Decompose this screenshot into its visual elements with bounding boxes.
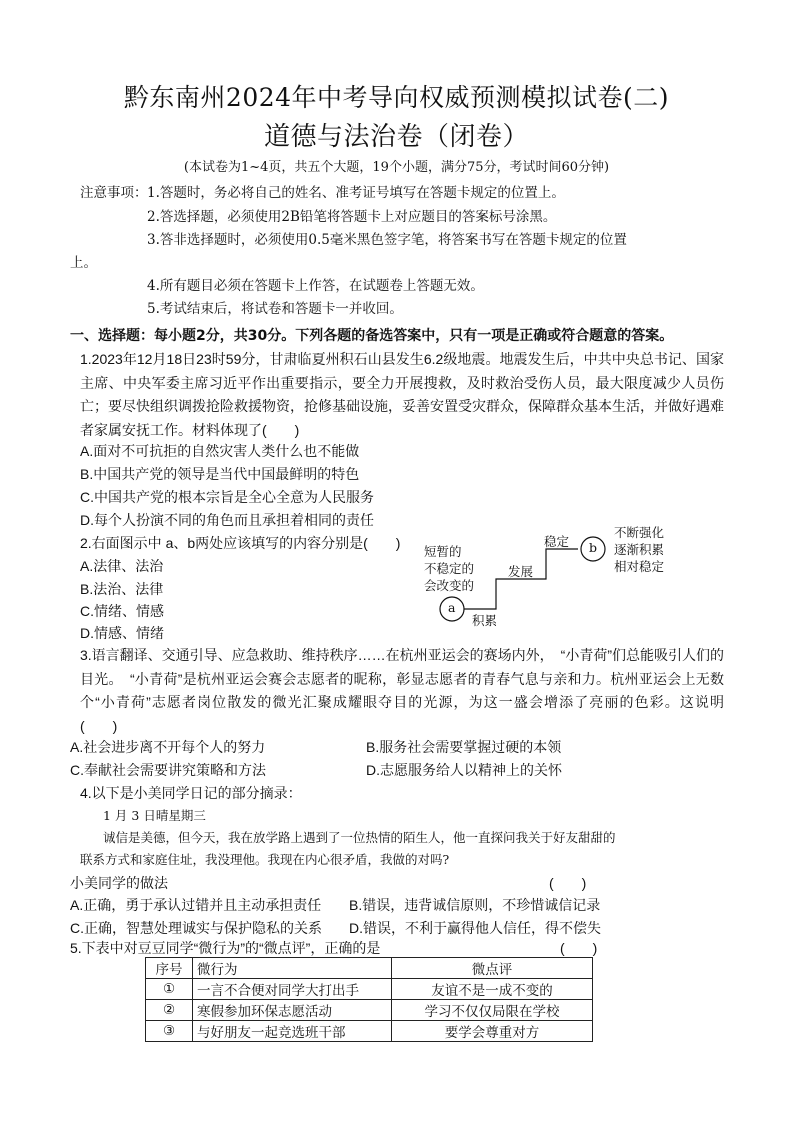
q4-option-d: D.错误，不利于赢得他人信任，得不偿失 bbox=[349, 920, 601, 936]
table-header: 序号 bbox=[146, 958, 193, 979]
q3-stem: 3.语言翻译、交通引导、应急救助、维持秩序……在杭州亚运会的赛场内外， “小青荷”们总能吸引人们的目光。 “小青荷”是杭州亚运会赛会志愿者的昵称，彰显志愿者的青春气息与亲和力。杭州亚运会上无数个“小青荷”志愿者岗位散发的微光汇聚成耀眼夺目的光源，为这一盛会增添了亮丽的色彩。这说明 ( ) bbox=[80, 647, 752, 734]
q5-stem: 5.下表中对豆豆同学“微行为”的“微点评”，正确的是 bbox=[70, 940, 381, 956]
q4-diary-date: 1 月 3 日晴星期三 bbox=[103, 808, 206, 823]
diagram-step-stable: 稳定 bbox=[544, 534, 570, 549]
note-1: 1.答题时，务必将自己的姓名、准考证号填写在答题卡规定的位置上。 bbox=[147, 185, 565, 201]
note-5: 5.考试结束后，将试卷和答题卡一并收回。 bbox=[147, 301, 403, 317]
exam-info: (本试卷为1~4页，共五个大题，19个小题，满分75分，考试时间60分钟) bbox=[183, 160, 610, 175]
q4-stem: 4.以下是小美同学日记的部分摘录： bbox=[80, 785, 302, 801]
note-4: 4.所有题目必须在答题卡上作答，在试题卷上答题无效。 bbox=[147, 278, 484, 294]
q1-option-b: B.中国共产党的领导是当代中国最鲜明的特色 bbox=[80, 466, 360, 482]
page-subtitle: 道德与法治卷（闭卷） bbox=[263, 122, 529, 152]
q2-option-c: C.情绪、情感 bbox=[80, 603, 164, 619]
q3-option-b: B.服务社会需要掌握过硬的本领 bbox=[366, 739, 562, 755]
q4-option-c: C.正确，智慧处理诚实与保护隐私的关系 bbox=[70, 920, 322, 936]
table-cell: 学习不仅仅局限在学校 bbox=[392, 1000, 593, 1021]
q3-option-d: D.志愿服务给人以精神上的关怀 bbox=[366, 762, 562, 778]
table-cell: ① bbox=[146, 979, 193, 1000]
table-row bbox=[146, 1021, 593, 1042]
diagram-node-b: b bbox=[589, 540, 598, 555]
table-header: 微行为 bbox=[193, 958, 392, 979]
q3-option-c: C.奉献社会需要讲究策略和方法 bbox=[70, 762, 266, 778]
micro-behavior-table bbox=[145, 957, 593, 1042]
q4-question: 小美同学的做法 bbox=[70, 875, 168, 891]
table-header-row bbox=[146, 958, 593, 979]
q1-option-d: D.每个人扮演不同的角色而且承担着相同的责任 bbox=[80, 512, 374, 528]
note-3-cont: 上。 bbox=[70, 255, 97, 271]
diagram-right-1: 不断强化 bbox=[614, 525, 665, 540]
table-header: 微点评 bbox=[392, 958, 593, 979]
table-cell: 要学会尊重对方 bbox=[392, 1021, 593, 1042]
diagram-left-2: 不稳定的 bbox=[424, 561, 475, 576]
diagram-left-1: 短暂的 bbox=[424, 544, 462, 559]
q5-answer-paren: ( ) bbox=[560, 940, 598, 956]
q2-stem: 2.右面图示中 a、b两处应该填写的内容分别是( ) bbox=[80, 535, 401, 551]
notes-label: 注意事项： bbox=[80, 185, 148, 201]
diagram-right-3: 相对稳定 bbox=[614, 559, 665, 574]
note-2: 2.答选择题，必须使用2B铅笔将答题卡上对应题目的答案标号涂黑。 bbox=[147, 209, 557, 225]
table-row bbox=[146, 1000, 593, 1021]
section-heading: 一、选择题：每小题2分，共30分。下列各题的备选答案中，只有一项是正确或符合题意的答案。 bbox=[70, 328, 674, 344]
table-row bbox=[146, 979, 593, 1000]
q4-diary-line-1: 诚信是美德，但今天，我在放学路上遇到了一位热情的陌生人，他一直探问我关于好友甜甜的 bbox=[103, 830, 616, 845]
q2-option-a: A.法律、法治 bbox=[80, 558, 164, 574]
diagram-node-a: a bbox=[448, 600, 456, 615]
q4-answer-paren: ( ) bbox=[549, 875, 587, 891]
diagram-step-develop: 发展 bbox=[508, 564, 534, 579]
page-title: 黔东南州2024年中考导向权威预测模拟试卷(二) bbox=[123, 83, 670, 112]
q4-diary-line-2: 联系方式和家庭住址，我没理他。我现在内心很矛盾，我做的对吗? bbox=[80, 852, 450, 867]
diagram-left-3: 会改变的 bbox=[424, 578, 475, 593]
diagram-right-2: 逐渐积累 bbox=[614, 542, 665, 557]
q3-option-a: A.社会进步离不开每个人的努力 bbox=[70, 739, 266, 755]
q2-option-d: D.情感、情绪 bbox=[80, 625, 164, 641]
q1-option-c: C.中国共产党的根本宗旨是全心全意为人民服务 bbox=[80, 489, 374, 505]
table-cell: 友谊不是一成不变的 bbox=[392, 979, 593, 1000]
table-cell: 寒假参加环保志愿活动 bbox=[193, 1000, 392, 1021]
q2-option-b: B.法治、法律 bbox=[80, 581, 164, 597]
emotion-diagram bbox=[418, 522, 708, 630]
q4-option-a: A.正确，勇于承认过错并且主动承担责任 bbox=[70, 897, 322, 913]
q1-option-a: A.面对不可抗拒的自然灾害人类什么也不能做 bbox=[80, 443, 360, 459]
table-cell: ③ bbox=[146, 1021, 193, 1042]
table-cell: ② bbox=[146, 1000, 193, 1021]
q4-option-b: B.错误，违背诚信原则，不珍惜诚信记录 bbox=[349, 897, 601, 913]
table-cell: 与好朋友一起竞选班干部 bbox=[193, 1021, 392, 1042]
table-cell: 一言不合便对同学大打出手 bbox=[193, 979, 392, 1000]
diagram-step-accumulate: 积累 bbox=[472, 613, 498, 628]
q1-stem: 1.2023年12月18日23时59分，甘肃临夏州积石山县发生6.2级地震。地震发生后，中共中央总书记、国家主席、中央军委主席习近平作出重要指示，要全力开展搜救，及时救治受伤人员，最大限度减少人员伤亡；要尽快组织调拨抢险救援物资，抢修基础设施，妥善安置受灾群众，保障群众基本生活，并做好遇难者家属安抚工作。材料体现了( ) bbox=[80, 351, 724, 438]
note-3: 3.答非选择题时，必须使用0.5毫米黑色签字笔，将答案书写在答题卡规定的位置 bbox=[147, 232, 627, 248]
